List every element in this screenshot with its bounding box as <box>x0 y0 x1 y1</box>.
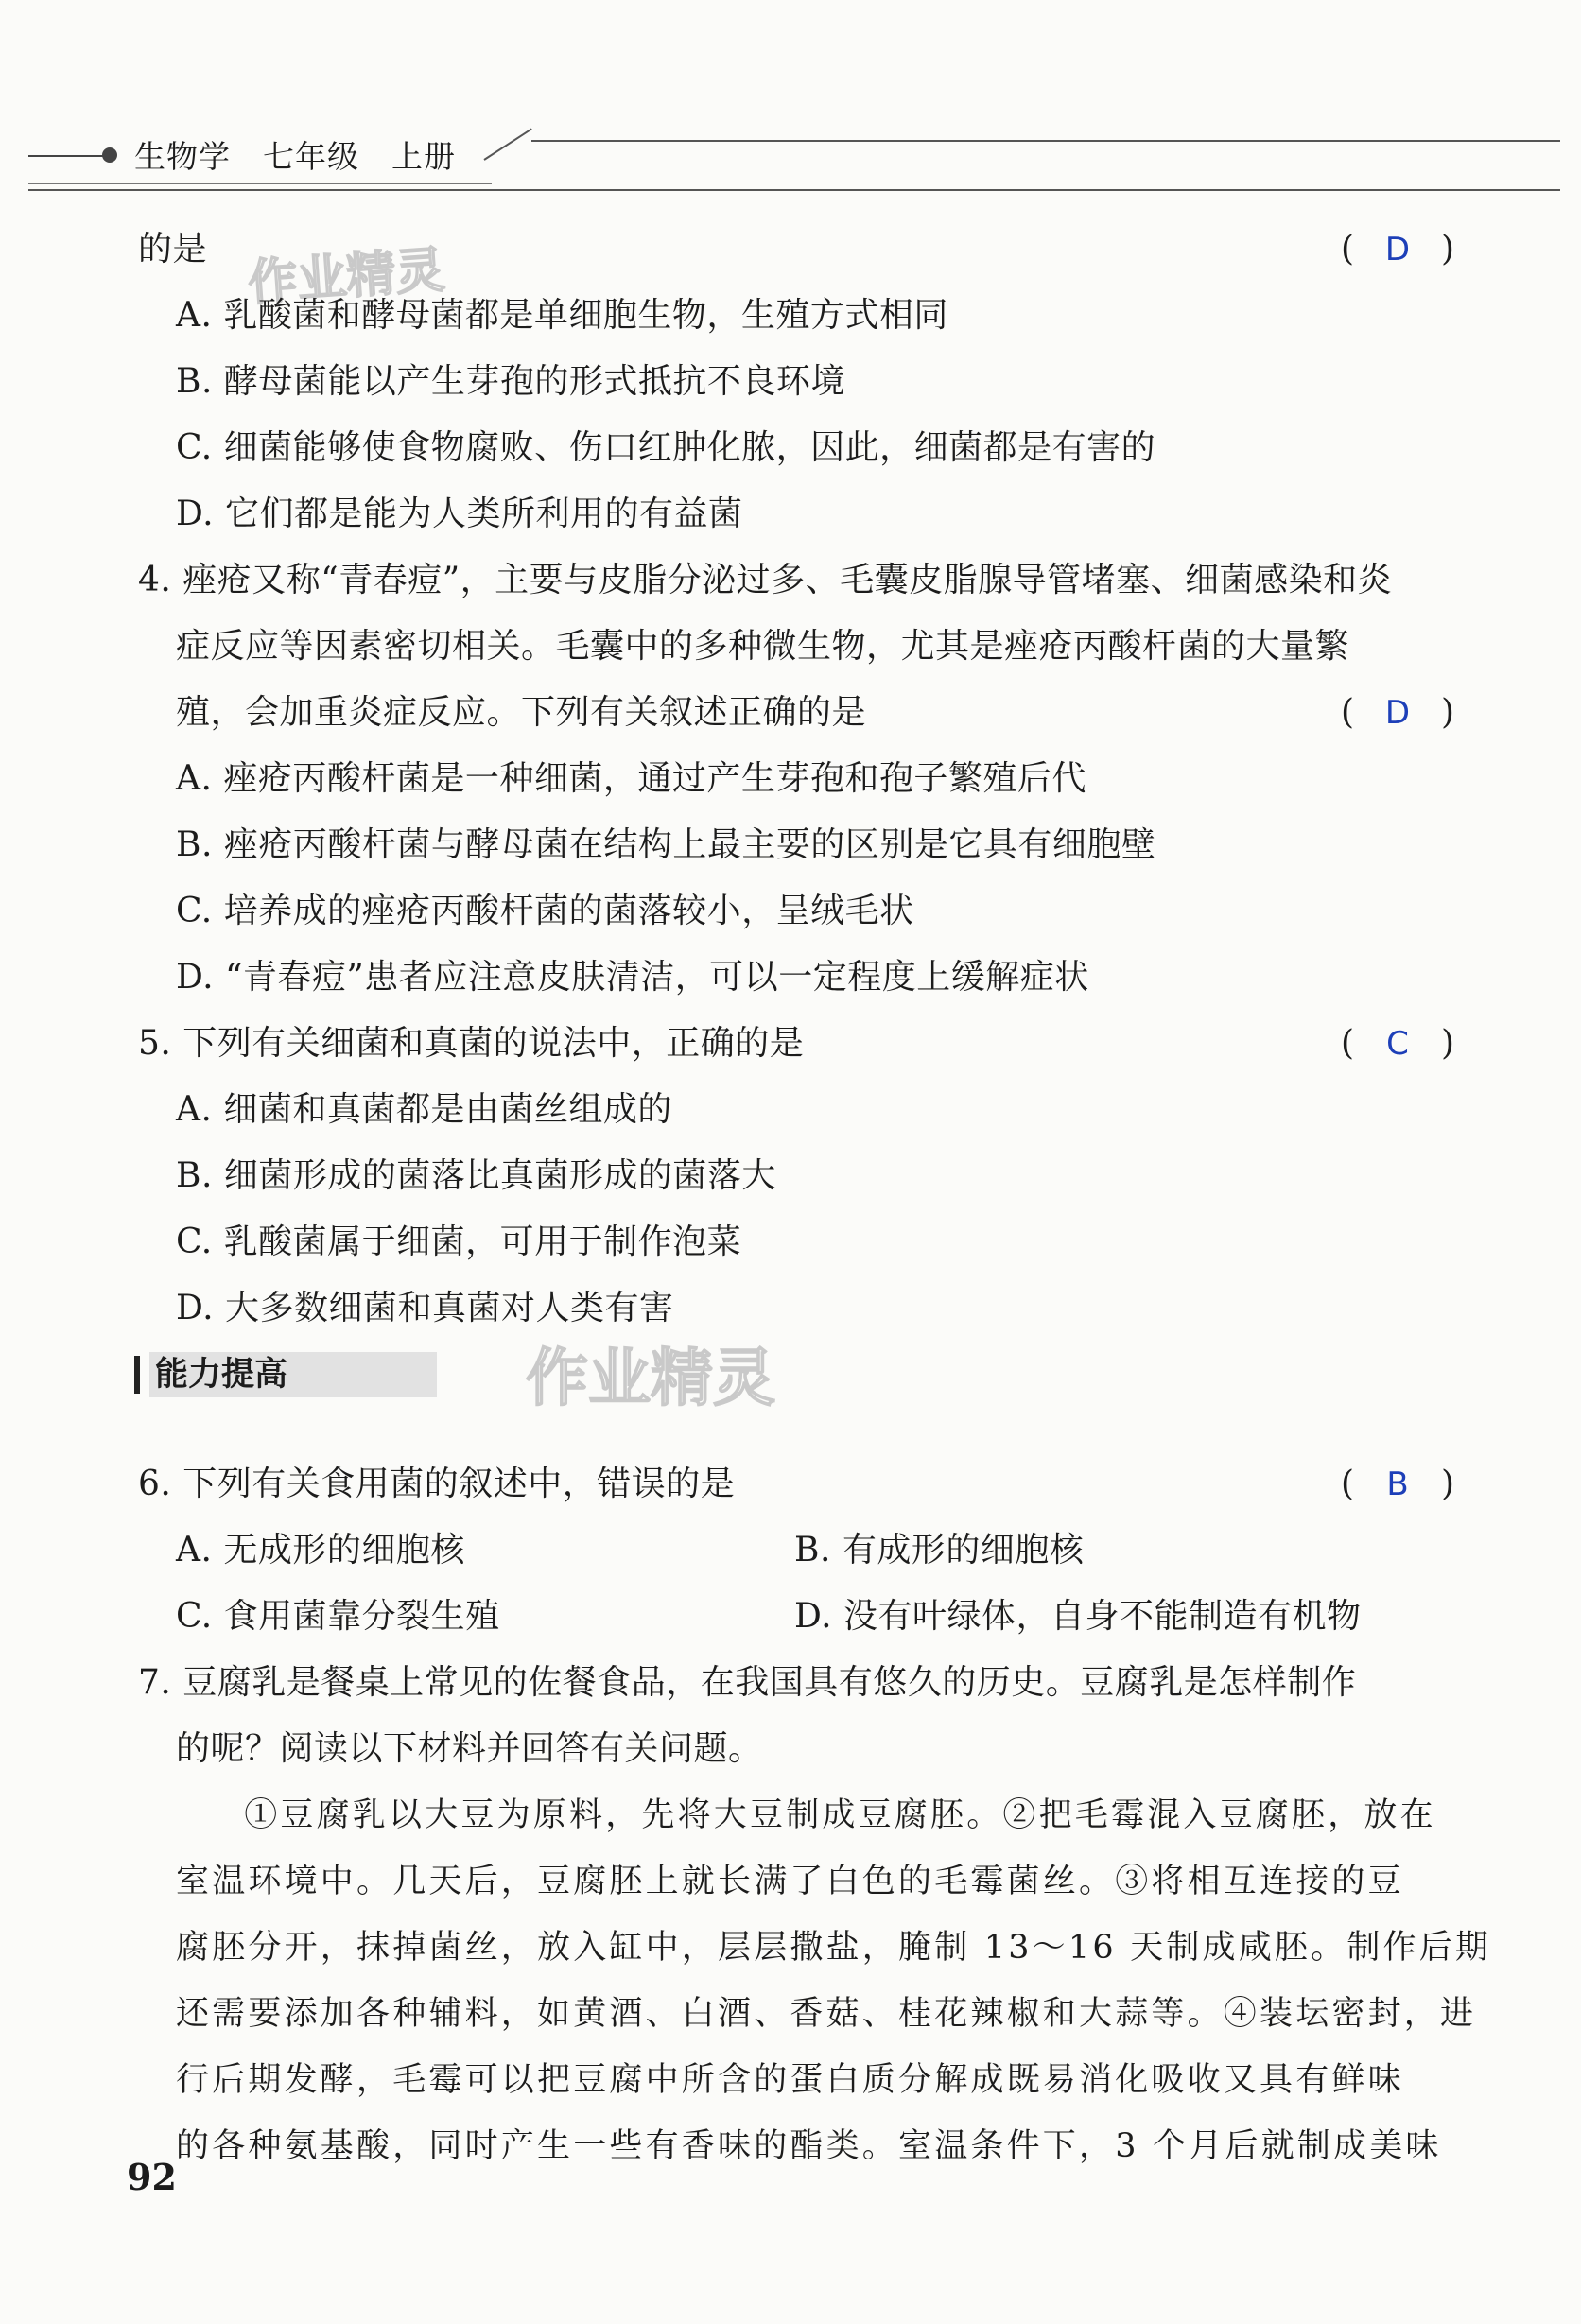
answer-value: B <box>1386 1466 1409 1503</box>
header-dot-icon <box>102 147 117 163</box>
header-line <box>28 155 106 157</box>
option: B. 细菌形成的菌落比真菌形成的菌落大 <box>176 1156 776 1195</box>
header-grade: 七年级 <box>263 138 359 175</box>
header-top-line <box>531 140 1560 142</box>
material-line: 行后期发酵，毛霉可以把豆腐中所含的蛋白质分解成既易消化吸收又具有鲜味 <box>176 2061 1404 2099</box>
material-line: ①豆腐乳以大豆为原料，先将大豆制成豆腐胚。②把毛霉混入豆腐胚，放在 <box>208 1796 1436 1834</box>
option: B. 有成形的细胞核 <box>794 1531 1085 1570</box>
material-line: 腐胚分开，抹掉菌丝，放入缸中，层层撒盐，腌制 13～16 天制成咸胚。制作后期 <box>176 1929 1492 1967</box>
header-slant <box>483 128 531 160</box>
option: D. 它们都是能为人类所利用的有益菌 <box>176 494 743 533</box>
option: D. 没有叶绿体，自身不能制造有机物 <box>794 1597 1362 1636</box>
option: C. 乳酸菌属于细菌，可用于制作泡菜 <box>176 1223 742 1261</box>
option: A. 无成形的细胞核 <box>176 1531 465 1570</box>
page-number: 92 <box>127 2156 177 2198</box>
q5-stem: 5. 下列有关细菌和真菌的说法中，正确的是 <box>138 1024 805 1063</box>
header-volume: 上册 <box>391 138 456 175</box>
answer-value: C <box>1386 1025 1409 1063</box>
q7-stem: 的呢？阅读以下材料并回答有关问题。 <box>176 1729 763 1768</box>
material-line: 的各种氨基酸，同时产生一些有香味的酯类。室温条件下，3 个月后就制成美味 <box>176 2127 1442 2165</box>
option: C. 食用菌靠分裂生殖 <box>176 1597 500 1636</box>
q4-stem: 殖，会加重炎症反应。下列有关叙述正确的是 <box>176 693 867 732</box>
option: D. 大多数细菌和真菌对人类有害 <box>176 1289 674 1327</box>
option: C. 培养成的痤疮丙酸杆菌的菌落较小，呈绒毛状 <box>176 892 914 930</box>
header-rule-thin <box>28 183 492 184</box>
option: B. 痤疮丙酸杆菌与酵母菌在结构上最主要的区别是它具有细胞壁 <box>176 825 1156 864</box>
option: B. 酵母菌能以产生芽孢的形式抵抗不良环境 <box>176 362 845 401</box>
textbook-page: 生物学 七年级 上册 作业精灵 作业精灵 的是 ( D ) A. 乳酸菌和酵母菌都是单细胞生物，生殖方式相同 B. 酵母菌能以产生芽孢的形式抵抗不良环境 C. 细菌能够使食物腐败、伤口红肿化脓，因此，细菌都是有害的 D. 它们都是能为人类所利用的有益菌 4. 痤疮又称“青春痘”，主要与皮脂分泌过多、毛囊皮脂腺导管堵塞、细菌感染和炎 症反应等因素密切相关。毛囊中的多种微生物，尤其是痤疮丙酸杆菌的大量繁 殖，会加重炎症反应。下列有关叙述正确的是 ( D ) A. 痤疮丙酸杆菌是一种细菌，通过产生芽孢和孢子繁殖后代 B. 痤疮丙酸杆菌与酵母菌在结构上最主要的区别是它具有细胞壁 C. 培养成的痤疮丙酸杆菌的菌落较小，呈绒毛状 D. “青春痘”患者应注意皮肤清洁，可以一定程度上缓解症状 5. 下列有关细菌和真菌的说法中，正确的是 ( C ) A. 细菌和真菌都是由菌丝组成的 B. 细菌形成的菌落比真菌形成的菌落大 C. 乳酸菌属于细菌，可用于制作泡菜 D. 大多数细菌和真菌对人类有害 能力提高 6. 下列有关食用菌的叙述中，错误的是 ( B ) A. 无成形的细胞核 B. 有成形的细胞核 C. 食用菌靠分裂生殖 D. 没有叶绿体，自身不能制造有机物 7. 豆腐乳是餐桌上常见的佐餐食品，在我国具有悠久的历史。豆腐乳是怎样制作 的呢？阅读以下材料并回答有关问题。 ①豆腐乳以大豆为原料，先将大豆制成豆腐胚。②把毛霉混入豆腐胚，放在 室温环境中。几天后，豆腐胚上就长满了白色的毛霉菌丝。③将相互连接的豆 腐胚分开，抹掉菌丝，放入缸中，层层撒盐，腌制 13～16 天制成咸胚。制作后期 还需要添加各种辅料，如黄酒、白酒、香菇、桂花辣椒和大蒜等。④装坛密封，进 行后期发酵，毛霉可以把豆腐中所含的蛋白质分解成既易消化吸收又具有鲜味 的各种氨基酸，同时产生一些有香味的酯类。室温条件下，3 个月后就制成美味 92 <box>0 0 1581 2324</box>
header-rule <box>28 189 1560 191</box>
section-title: 能力提高 <box>155 1356 288 1394</box>
q7-stem: 7. 豆腐乳是餐桌上常见的佐餐食品，在我国具有悠久的历史。豆腐乳是怎样制作 <box>138 1663 1357 1702</box>
header-subject: 生物学 <box>134 138 231 175</box>
material-line: 室温环境中。几天后，豆腐胚上就长满了白色的毛霉菌丝。③将相互连接的豆 <box>176 1863 1404 1900</box>
section-bar <box>134 1356 140 1394</box>
option: A. 乳酸菌和酵母菌都是单细胞生物，生殖方式相同 <box>176 296 948 335</box>
watermark: 作业精灵 <box>526 1342 775 1414</box>
option: D. “青春痘”患者应注意皮肤清洁，可以一定程度上缓解症状 <box>176 958 1089 997</box>
q3-stem: 的是 <box>138 230 208 269</box>
material-line: 还需要添加各种辅料，如黄酒、白酒、香菇、桂花辣椒和大蒜等。④装坛密封，进 <box>176 1995 1477 2033</box>
option: C. 细菌能够使食物腐败、伤口红肿化脓，因此，细菌都是有害的 <box>176 428 1156 467</box>
option: A. 细菌和真菌都是由菌丝组成的 <box>176 1090 672 1129</box>
header-title <box>134 132 488 177</box>
q6-stem: 6. 下列有关食用菌的叙述中，错误的是 <box>138 1465 736 1503</box>
q4-stem: 4. 痤疮又称“青春痘”，主要与皮脂分泌过多、毛囊皮脂腺导管堵塞、细菌感染和炎 <box>138 561 1393 599</box>
watermark: 作业精灵 <box>246 241 447 313</box>
q4-stem: 症反应等因素密切相关。毛囊中的多种微生物，尤其是痤疮丙酸杆菌的大量繁 <box>176 627 1350 666</box>
answer-value: D <box>1384 694 1411 732</box>
answer-value: D <box>1384 231 1411 269</box>
option: A. 痤疮丙酸杆菌是一种细菌，通过产生芽孢和孢子繁殖后代 <box>176 759 1086 798</box>
